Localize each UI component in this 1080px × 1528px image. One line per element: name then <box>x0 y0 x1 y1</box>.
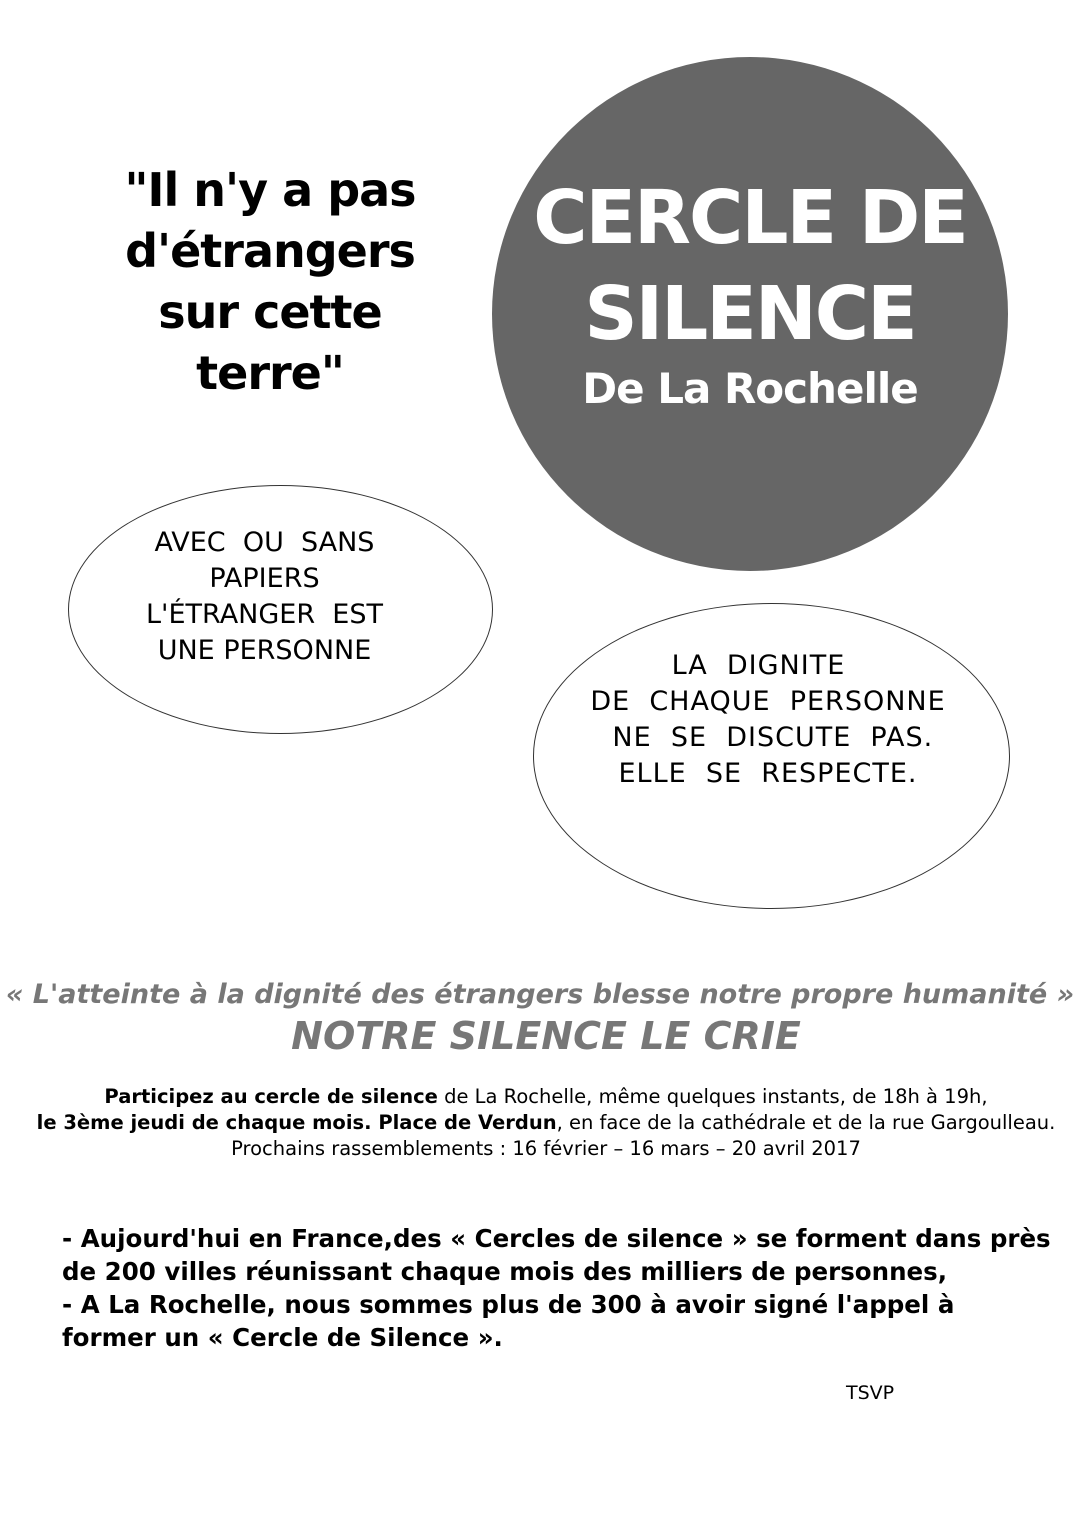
bullet-list <box>62 1222 1052 1354</box>
quote-line: sur cette <box>158 285 382 339</box>
info-line-2 <box>0 1110 1080 1136</box>
quote-line: d'étrangers <box>125 224 415 278</box>
quote-line: "Il n'y a pas <box>124 163 416 217</box>
bullet-item: - A La Rochelle, nous sommes plus de 300 à avoir signé l'appel à former un « Cercle de Silence ». <box>62 1290 955 1352</box>
info-line-1-rest: de La Rochelle, même quelques instants, de 18h à 19h, <box>437 1085 988 1108</box>
event-info <box>0 1084 1080 1162</box>
opening-quote <box>100 160 440 404</box>
title-subtitle: De La Rochelle <box>582 364 918 413</box>
bullet-item: - Aujourd'hui en France,des « Cercles de silence » se forment dans près de 200 villes réunissant chaque mois des milliers de personnes, <box>62 1224 1051 1286</box>
slogan-shout: NOTRE SILENCE LE CRIE <box>291 1014 801 1058</box>
info-line-1-bold: Participez au cercle de silence <box>104 1085 438 1108</box>
info-line-1 <box>0 1084 1080 1110</box>
slogan-quote: « L'atteinte à la dignité des étrangers blesse notre propre humanité » <box>5 979 1075 1010</box>
tsvp-label: TSVP <box>846 1382 895 1404</box>
title-line-2: SILENCE <box>584 271 916 357</box>
bubble-right-text: LA DIGNITE DE CHAQUE PERSONNE NE SE DISCUTE PAS. ELLE SE RESPECTE. <box>590 650 946 789</box>
info-line-2-rest: , en face de la cathédrale et de la rue Gargoulleau. <box>556 1111 1056 1134</box>
title-line-1: CERCLE DE <box>533 175 967 261</box>
quote-line: terre" <box>196 346 344 400</box>
info-line-2-bold: le 3ème jeudi de chaque mois. Place de Verdun <box>36 1111 557 1134</box>
info-line-3: Prochains rassemblements : 16 février – 16 mars – 20 avril 2017 <box>231 1137 861 1160</box>
title-circle <box>492 57 1008 571</box>
bubble-left-text: AVEC OU SANS PAPIERS L'ÉTRANGER EST UNE PERSONNE <box>146 527 383 666</box>
